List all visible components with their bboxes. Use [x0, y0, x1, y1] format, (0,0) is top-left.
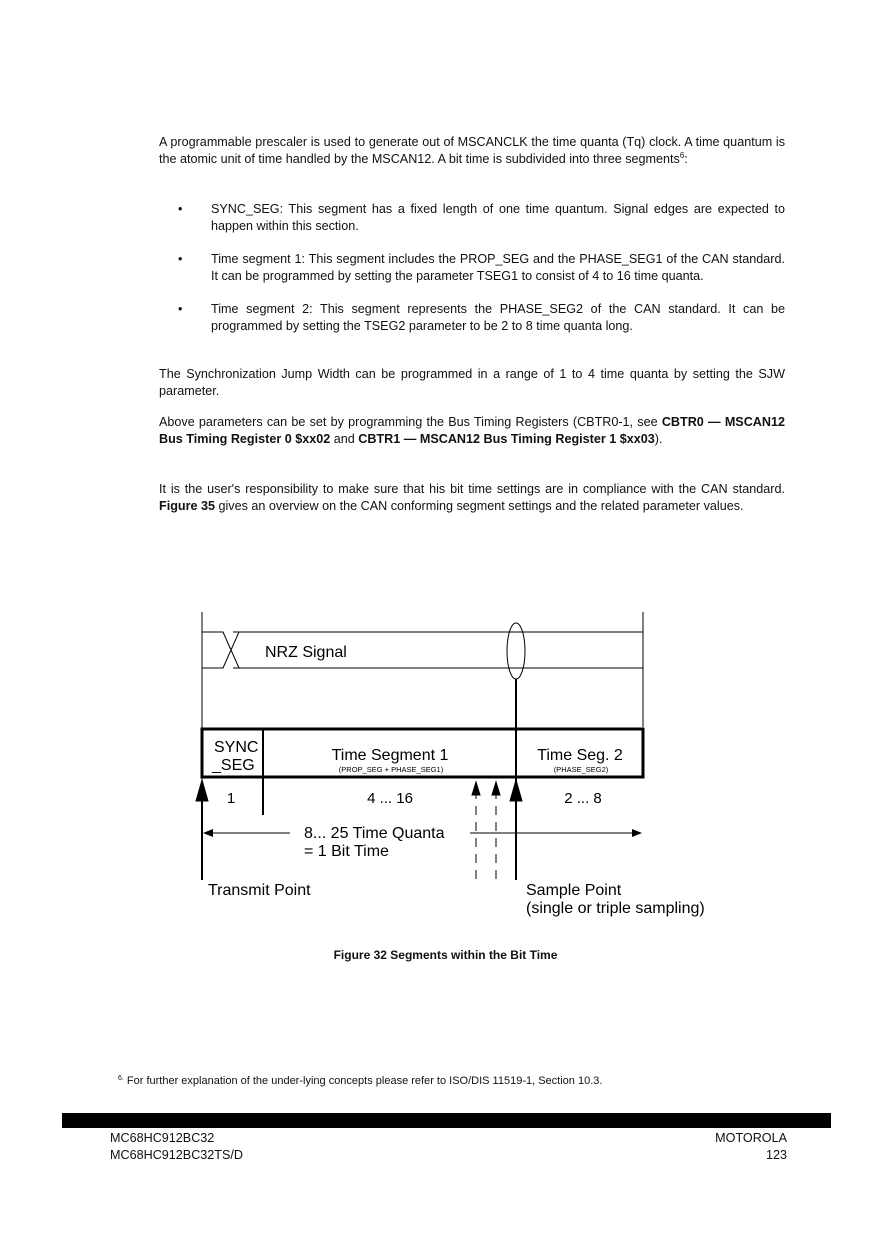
seg2-count: 2 ... 8 — [564, 790, 602, 807]
resp-text-2: gives an overview on the CAN conforming segment settings and the related parameter values. — [215, 499, 744, 513]
sample-arrow-head — [510, 780, 522, 801]
intro-text: A programmable prescaler is used to generate out of MSCANCLK the time quanta (Tq) clock. A time quantum is the atomic unit of time handled by the MSCAN12. A bit time is subdivided into three segments — [159, 135, 785, 166]
params-text-3: ). — [654, 432, 663, 446]
part-number: MC68HC912BC32 — [110, 1131, 215, 1145]
footer-bar — [62, 1113, 831, 1128]
sample-point-label: Sample Point — [526, 882, 622, 899]
time-segment-1-label: Time Segment 1 — [331, 747, 449, 764]
footnote-ref: 6 — [679, 151, 685, 160]
time-segment-1-sublabel: (PROP_SEG + PHASE_SEG1) — [338, 765, 444, 774]
footnote-text: For further explanation of the under-lying concepts please refer to ISO/DIS 11519-1, Section 10.3. — [126, 1075, 603, 1087]
bullet-text: SYNC_SEG: This segment has a fixed length of one time quantum. Signal edges are expected to happen within this section. — [211, 202, 785, 233]
resync-arrow-head — [472, 782, 480, 795]
seg1-count: 4 ... 16 — [367, 790, 413, 807]
intro-suffix: : — [684, 152, 688, 166]
params-text-1: Above parameters can be set by programming the Bus Timing Registers (CBTR0-1, see — [159, 415, 662, 429]
transmit-point-label: Transmit Point — [208, 882, 311, 899]
sampling-mode-label: (single or triple sampling) — [526, 900, 705, 917]
page-number: 123 — [765, 1148, 787, 1162]
bullet-text: Time segment 2: This segment represents the PHASE_SEG2 of the CAN standard. It can be programmed by setting the TSEG2 parameter to be 2 to 8 time quanta long. — [211, 302, 785, 333]
nrz-signal-label: NRZ Signal — [265, 644, 347, 661]
footnote — [118, 1074, 818, 1088]
sync-seg-label-1: SYNC — [214, 739, 259, 756]
resync-arrow-head — [492, 782, 500, 795]
time-segment-2-label: Time Seg. 2 — [537, 747, 623, 764]
figure-reference-link[interactable]: Figure 35 — [159, 499, 215, 513]
sync-count: 1 — [226, 790, 236, 807]
cbtr0-reference-link[interactable]: CBTR0 — MSCAN12 Bus Timing Register 0 $xx02 — [159, 415, 786, 446]
sjw-text: The Synchronization Jump Width can be programmed in a range of 1 to 4 time quanta by setting the SJW parameter. — [159, 367, 785, 398]
quanta-label-1: 8... 25 Time Quanta — [304, 825, 445, 842]
cbtr1-reference-link[interactable]: CBTR1 — MSCAN12 Bus Timing Register 1 $xx03 — [358, 432, 655, 446]
bullet-marker: • — [178, 202, 183, 216]
resp-text-1: It is the user's responsibility to make sure that his bit time settings are in compliance with the CAN standard. — [159, 482, 785, 496]
brand-name: MOTOROLA — [715, 1131, 787, 1145]
params-text-2: and — [330, 432, 359, 446]
transmit-arrow-head — [196, 780, 208, 801]
footnote-marker: 6. — [118, 1075, 124, 1082]
footer-right — [715, 1130, 787, 1164]
footer-left — [110, 1130, 243, 1164]
bullet-marker: • — [178, 252, 183, 266]
bullet-marker: • — [178, 302, 183, 316]
document-number: MC68HC912BC32TS/D — [110, 1148, 243, 1162]
quanta-label-2: = 1 Bit Time — [304, 843, 389, 860]
figure-caption: Figure 32 Segments within the Bit Time — [333, 948, 558, 962]
bullet-text: Time segment 1: This segment includes the PROP_SEG and the PHASE_SEG1 of the CAN standard. It can be programmed by setting the parameter TSEG1 to consist of 4 to 16 time quanta. — [211, 252, 785, 283]
time-segment-2-sublabel: (PHASE_SEG2) — [553, 765, 609, 774]
sample-highlight-ellipse — [507, 623, 525, 679]
sync-seg-label-2: _SEG — [212, 757, 255, 774]
